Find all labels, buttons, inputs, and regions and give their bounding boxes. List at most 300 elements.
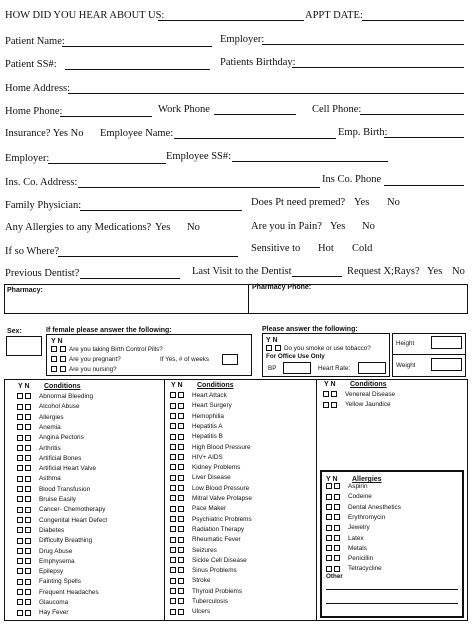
condition-yes-checkbox[interactable] xyxy=(17,496,23,502)
condition-label: HIV+ AIDS xyxy=(192,453,223,461)
condition-yes-checkbox[interactable] xyxy=(170,526,176,532)
female-q3-no-box[interactable] xyxy=(60,366,66,372)
condition-yes-checkbox[interactable] xyxy=(17,548,23,554)
condition-no-checkbox[interactable] xyxy=(178,485,184,491)
xray-yes[interactable]: Yes xyxy=(427,266,443,277)
condition-yes-checkbox[interactable] xyxy=(170,434,176,440)
allergy-no-checkbox[interactable] xyxy=(334,545,340,551)
condition-yes-checkbox[interactable] xyxy=(170,578,176,584)
allergy-yes-checkbox[interactable] xyxy=(326,555,332,561)
condition-no-checkbox[interactable] xyxy=(25,507,31,513)
ins-co-phone-field[interactable] xyxy=(384,185,464,186)
conditions-col2-yn: Y N xyxy=(171,382,183,389)
appt-date-label: APPT DATE: xyxy=(305,10,363,21)
sex-input-box[interactable] xyxy=(6,336,42,356)
condition-yes-checkbox[interactable] xyxy=(17,476,23,482)
condition-yes-checkbox[interactable] xyxy=(170,454,176,460)
condition-no-checkbox[interactable] xyxy=(178,413,184,419)
condition-item xyxy=(323,391,395,399)
allergy-label: Codeine xyxy=(348,493,372,501)
request-xrays-label: Request X;Rays? xyxy=(347,266,420,277)
condition-yes-checkbox[interactable] xyxy=(17,414,23,420)
condition-no-checkbox[interactable] xyxy=(25,496,31,502)
condition-no-checkbox[interactable] xyxy=(178,506,184,512)
premed-label: Does Pt need premed? xyxy=(251,197,346,208)
condition-yes-checkbox[interactable] xyxy=(17,517,23,523)
condition-no-checkbox[interactable] xyxy=(25,424,31,430)
condition-label: Psychiatric Problems xyxy=(192,515,252,523)
insurance-label[interactable]: Insurance? Yes No xyxy=(5,128,84,139)
home-address-field[interactable] xyxy=(68,93,464,94)
weeks-label: If Yes, # of weeks xyxy=(160,356,210,363)
condition-yes-checkbox[interactable] xyxy=(323,391,329,397)
smoke-question-text: Do you smoke or use tobacco? xyxy=(284,345,371,352)
condition-yes-checkbox[interactable] xyxy=(323,402,329,408)
condition-label: Seizures xyxy=(192,546,217,554)
condition-yes-checkbox[interactable] xyxy=(17,455,23,461)
heart-rate-input-box[interactable] xyxy=(358,362,386,374)
cell-phone-field[interactable] xyxy=(360,114,464,115)
allergy-yes-checkbox[interactable] xyxy=(326,566,332,572)
condition-yes-checkbox[interactable] xyxy=(17,393,23,399)
allergy-no-checkbox[interactable] xyxy=(334,504,340,510)
condition-no-checkbox[interactable] xyxy=(178,392,184,398)
condition-yes-checkbox[interactable] xyxy=(170,475,176,481)
allergy-item xyxy=(326,504,401,512)
condition-label: Bruise Easily xyxy=(39,496,76,503)
condition-yes-checkbox[interactable] xyxy=(170,588,176,594)
condition-no-checkbox[interactable] xyxy=(25,455,31,461)
condition-no-checkbox[interactable] xyxy=(178,547,184,553)
condition-item xyxy=(17,424,61,432)
employer-label: Employer: xyxy=(220,34,265,45)
condition-yes-checkbox[interactable] xyxy=(170,392,176,398)
family-physician-field[interactable] xyxy=(80,210,242,211)
condition-no-checkbox[interactable] xyxy=(25,527,31,533)
female-q1-yes-box[interactable] xyxy=(51,346,57,352)
condition-label: Kidney Problems xyxy=(192,464,241,472)
condition-yes-checkbox[interactable] xyxy=(170,557,176,563)
condition-no-checkbox[interactable] xyxy=(331,391,337,397)
conditions-col1-title: Conditions xyxy=(44,383,81,390)
condition-yes-checkbox[interactable] xyxy=(170,423,176,429)
condition-label: Glaucoma xyxy=(39,599,69,606)
bp-input-box[interactable] xyxy=(283,362,311,374)
conditions-divider-1 xyxy=(164,379,165,621)
condition-no-checkbox[interactable] xyxy=(178,403,184,409)
appt-date-field[interactable] xyxy=(362,20,464,21)
condition-item xyxy=(17,558,75,566)
pain-no[interactable]: No xyxy=(362,221,375,232)
condition-item xyxy=(170,413,224,421)
female-q2-text: Are you pregnant? xyxy=(69,356,121,363)
condition-yes-checkbox[interactable] xyxy=(17,610,23,616)
premed-no[interactable]: No xyxy=(387,197,400,208)
condition-label: Liver Disease xyxy=(192,474,231,482)
allergies-yes[interactable]: Yes xyxy=(155,222,171,233)
patient-birthday-field[interactable] xyxy=(292,67,464,68)
conditions-col3-yn: Y N xyxy=(324,381,336,388)
patient-ssn-field[interactable] xyxy=(65,69,210,70)
condition-yes-checkbox[interactable] xyxy=(17,568,23,574)
ins-co-phone-label: Ins Co. Phone xyxy=(322,174,382,185)
condition-no-checkbox[interactable] xyxy=(25,404,31,410)
condition-no-checkbox[interactable] xyxy=(178,567,184,573)
condition-yes-checkbox[interactable] xyxy=(17,404,23,410)
condition-label: Angina Pectoris xyxy=(39,434,84,442)
condition-label: Arthritis xyxy=(39,444,61,452)
condition-label: Alcohol Abuse xyxy=(39,403,80,411)
condition-label: Heart Attack xyxy=(192,392,227,399)
condition-no-checkbox[interactable] xyxy=(25,517,31,523)
condition-label: Congenital Heart Defect xyxy=(39,516,108,524)
condition-item xyxy=(170,557,247,565)
smoke-header: Please answer the following: xyxy=(262,326,358,333)
condition-label: Anemia xyxy=(39,423,61,431)
condition-item xyxy=(170,577,210,585)
weight-label: Weight xyxy=(396,362,416,369)
allergies-yn: Y N xyxy=(326,476,338,483)
employee-name-field[interactable] xyxy=(174,138,336,139)
condition-no-checkbox[interactable] xyxy=(25,393,31,399)
allergies-other-line-2[interactable] xyxy=(326,603,458,604)
condition-yes-checkbox[interactable] xyxy=(17,445,23,451)
condition-yes-checkbox[interactable] xyxy=(17,538,23,544)
condition-no-checkbox[interactable] xyxy=(25,445,31,451)
pharmacy-label: Pharmacy: xyxy=(7,287,43,294)
previous-dentist-field[interactable] xyxy=(80,278,180,279)
allergies-no[interactable]: No xyxy=(187,222,200,233)
emp-birth-field[interactable] xyxy=(384,137,464,138)
condition-label: Difficulty Breathing xyxy=(39,537,93,545)
condition-item xyxy=(17,486,90,494)
conditions-col3-title: Conditions xyxy=(350,381,387,388)
condition-label: Abnormal Bleeding xyxy=(39,393,93,400)
condition-no-checkbox[interactable] xyxy=(25,538,31,544)
condition-label: Frequent Headaches xyxy=(39,588,99,596)
condition-no-checkbox[interactable] xyxy=(178,423,184,429)
cell-phone-label: Cell Phone: xyxy=(312,104,362,115)
condition-item xyxy=(170,485,249,493)
condition-item xyxy=(170,495,252,503)
sensitive-to-label: Sensitive to xyxy=(251,243,301,254)
condition-no-checkbox[interactable] xyxy=(25,414,31,420)
condition-no-checkbox[interactable] xyxy=(25,476,31,482)
employee-ss-label: Employee SS#: xyxy=(166,151,232,162)
pain-question-label: Are you in Pain? xyxy=(251,221,322,232)
condition-no-checkbox[interactable] xyxy=(178,454,184,460)
condition-item xyxy=(170,526,244,534)
condition-label: High Blood Pressure xyxy=(192,443,251,451)
allergy-item xyxy=(326,535,364,543)
condition-label: Epilepsy xyxy=(39,568,64,576)
condition-item xyxy=(170,567,237,575)
home-phone-field[interactable] xyxy=(60,116,152,117)
condition-yes-checkbox[interactable] xyxy=(170,537,176,543)
allergy-label: Latex xyxy=(348,534,364,542)
condition-label: Radiation Therapy xyxy=(192,525,245,533)
condition-yes-checkbox[interactable] xyxy=(17,527,23,533)
patient-name-field[interactable] xyxy=(62,46,212,47)
condition-yes-checkbox[interactable] xyxy=(170,506,176,512)
condition-item xyxy=(170,547,217,555)
condition-item xyxy=(170,588,242,596)
condition-item xyxy=(17,434,84,442)
female-q3-yes-box[interactable] xyxy=(51,366,57,372)
allergy-item xyxy=(326,524,370,532)
allergy-label: Aspirin xyxy=(348,483,368,490)
condition-yes-checkbox[interactable] xyxy=(17,507,23,513)
condition-yes-checkbox[interactable] xyxy=(170,598,176,604)
last-visit-label: Last Visit to the Dentist xyxy=(192,266,292,277)
condition-item xyxy=(170,402,232,410)
condition-label: Stroke xyxy=(192,577,211,585)
condition-label: Hay Fever xyxy=(39,609,69,617)
condition-yes-checkbox[interactable] xyxy=(17,424,23,430)
condition-no-checkbox[interactable] xyxy=(25,589,31,595)
condition-no-checkbox[interactable] xyxy=(178,526,184,532)
allergy-yes-checkbox[interactable] xyxy=(326,545,332,551)
condition-item xyxy=(170,598,228,606)
condition-no-checkbox[interactable] xyxy=(178,537,184,543)
condition-yes-checkbox[interactable] xyxy=(170,609,176,615)
condition-label: Emphysema xyxy=(39,557,75,565)
condition-label: Diabetes xyxy=(39,526,65,534)
allergy-no-checkbox[interactable] xyxy=(334,483,340,489)
family-physician-label: Family Physician: xyxy=(5,200,82,211)
weight-input-box[interactable] xyxy=(431,358,462,371)
work-phone-label: Work Phone xyxy=(158,104,210,115)
condition-item xyxy=(17,537,92,545)
condition-yes-checkbox[interactable] xyxy=(17,465,23,471)
condition-label: Pace Maker xyxy=(192,505,227,513)
height-weight-divider xyxy=(392,354,466,355)
condition-label: Allergies xyxy=(39,413,64,421)
condition-no-checkbox[interactable] xyxy=(25,610,31,616)
condition-item xyxy=(170,536,241,544)
employee-ss-field[interactable] xyxy=(232,161,388,162)
condition-yes-checkbox[interactable] xyxy=(170,495,176,501)
patient-name-label: Patient Name: xyxy=(5,36,65,47)
condition-label: Hepatitis A xyxy=(192,422,223,430)
pharmacy-divider xyxy=(248,284,249,314)
condition-no-checkbox[interactable] xyxy=(178,588,184,594)
condition-label: Tuberculosis xyxy=(192,598,228,605)
female-header: If female please answer the following: xyxy=(46,327,172,334)
how-heard-field[interactable] xyxy=(158,20,304,21)
condition-item xyxy=(17,506,105,514)
female-q1-no-box[interactable] xyxy=(60,346,66,352)
office-use-label: For Office Use Only xyxy=(266,353,325,360)
allergy-item xyxy=(326,545,367,553)
condition-yes-checkbox[interactable] xyxy=(170,485,176,491)
weeks-input-box[interactable] xyxy=(222,354,238,365)
condition-no-checkbox[interactable] xyxy=(25,548,31,554)
condition-label: Heart Surgery xyxy=(192,402,232,410)
allergy-no-checkbox[interactable] xyxy=(334,566,340,572)
condition-no-checkbox[interactable] xyxy=(178,598,184,604)
condition-item xyxy=(17,403,80,411)
allergy-no-checkbox[interactable] xyxy=(334,494,340,500)
allergy-no-checkbox[interactable] xyxy=(334,535,340,541)
height-input-box[interactable] xyxy=(431,336,462,349)
pharmacy-box xyxy=(4,284,468,314)
condition-item xyxy=(170,516,252,524)
work-phone-field[interactable] xyxy=(214,114,296,115)
condition-yes-checkbox[interactable] xyxy=(17,435,23,441)
xray-no[interactable]: No xyxy=(452,266,465,277)
emp-birth-label: Emp. Birth: xyxy=(338,127,388,138)
condition-yes-checkbox[interactable] xyxy=(170,567,176,573)
condition-no-checkbox[interactable] xyxy=(25,568,31,574)
condition-item xyxy=(170,608,210,616)
condition-item xyxy=(17,548,72,556)
condition-label: Mitral Valve Prolapse xyxy=(192,495,252,502)
pain-yes[interactable]: Yes xyxy=(330,221,346,232)
condition-no-checkbox[interactable] xyxy=(25,465,31,471)
condition-no-checkbox[interactable] xyxy=(25,599,31,605)
condition-label: Artificial Heart Valve xyxy=(39,465,97,473)
condition-label: Blood Transfusion xyxy=(39,485,91,493)
premed-yes[interactable]: Yes xyxy=(354,197,370,208)
allergies-other-label: Other xyxy=(326,573,343,580)
condition-no-checkbox[interactable] xyxy=(178,475,184,481)
condition-yes-checkbox[interactable] xyxy=(170,547,176,553)
condition-item xyxy=(17,414,64,422)
condition-yes-checkbox[interactable] xyxy=(17,486,23,492)
allergy-no-checkbox[interactable] xyxy=(334,525,340,531)
employer2-field[interactable] xyxy=(48,163,166,164)
sensitive-cold[interactable]: Cold xyxy=(352,243,373,254)
condition-no-checkbox[interactable] xyxy=(178,434,184,440)
ins-co-address-field[interactable] xyxy=(78,187,320,188)
allergy-label: Dental Anesthetics xyxy=(348,503,401,511)
female-q2 xyxy=(51,356,121,364)
allergy-item xyxy=(326,493,372,501)
condition-yes-checkbox[interactable] xyxy=(170,464,176,470)
condition-yes-checkbox[interactable] xyxy=(17,589,23,595)
condition-label: Cancer- Chemotherapy xyxy=(39,506,106,514)
condition-yes-checkbox[interactable] xyxy=(17,579,23,585)
condition-item xyxy=(17,496,76,504)
condition-item xyxy=(323,401,391,409)
condition-no-checkbox[interactable] xyxy=(178,444,184,450)
condition-no-checkbox[interactable] xyxy=(25,435,31,441)
allergy-yes-checkbox[interactable] xyxy=(326,494,332,500)
condition-no-checkbox[interactable] xyxy=(178,578,184,584)
allergy-yes-checkbox[interactable] xyxy=(326,514,332,520)
condition-item xyxy=(170,392,227,400)
height-label: Height xyxy=(396,340,415,347)
condition-label: Asthma xyxy=(39,475,61,483)
condition-label: Sinus Problems xyxy=(192,567,237,575)
condition-label: Yellow Jaundice xyxy=(345,401,391,409)
condition-item xyxy=(170,454,223,462)
allergy-yes-checkbox[interactable] xyxy=(326,483,332,489)
female-q3 xyxy=(51,366,117,374)
conditions-col1-yn: Y N xyxy=(18,383,30,390)
condition-yes-checkbox[interactable] xyxy=(170,516,176,522)
allergy-label: Jewelry xyxy=(348,524,370,532)
allergy-no-checkbox[interactable] xyxy=(334,514,340,520)
female-q2-no-box[interactable] xyxy=(60,356,66,362)
home-address-label: Home Address: xyxy=(5,83,71,94)
condition-no-checkbox[interactable] xyxy=(178,495,184,501)
condition-item xyxy=(170,423,223,431)
condition-label: Venereal Disease xyxy=(345,391,396,398)
condition-label: Artificial Bones xyxy=(39,454,82,462)
condition-label: Thyroid Problems xyxy=(192,587,243,595)
condition-no-checkbox[interactable] xyxy=(178,516,184,522)
condition-item xyxy=(17,609,68,617)
condition-no-checkbox[interactable] xyxy=(178,609,184,615)
employer-field[interactable] xyxy=(262,44,464,45)
allergies-other-line-1[interactable] xyxy=(326,589,458,590)
heart-rate-label: Heart Rate: xyxy=(318,365,351,372)
condition-yes-checkbox[interactable] xyxy=(170,444,176,450)
home-phone-label: Home Phone: xyxy=(5,106,63,117)
condition-item xyxy=(17,589,99,597)
allergy-yes-checkbox[interactable] xyxy=(326,535,332,541)
condition-item xyxy=(170,464,240,472)
condition-label: Low Blood Pressure xyxy=(192,484,250,492)
sensitive-hot[interactable]: Hot xyxy=(318,243,334,254)
condition-no-checkbox[interactable] xyxy=(25,486,31,492)
patient-ssn-label: Patient SS#: xyxy=(5,59,57,70)
allergy-label: Tetracycline xyxy=(348,565,382,573)
if-so-where-label: If so Where? xyxy=(5,246,60,257)
smoke-no-box[interactable] xyxy=(275,345,281,351)
employee-name-label: Employee Name: xyxy=(100,128,174,139)
condition-item xyxy=(17,455,81,463)
condition-yes-checkbox[interactable] xyxy=(17,558,23,564)
allergies-title: Allergies xyxy=(352,476,382,483)
condition-item xyxy=(17,517,107,525)
allergy-yes-checkbox[interactable] xyxy=(326,504,332,510)
condition-label: Rheumatic Fever xyxy=(192,536,241,544)
condition-no-checkbox[interactable] xyxy=(331,402,337,408)
condition-label: Hemophilia xyxy=(192,412,224,420)
condition-no-checkbox[interactable] xyxy=(178,464,184,470)
condition-label: Hepatitis B xyxy=(192,433,223,441)
condition-no-checkbox[interactable] xyxy=(25,579,31,585)
condition-label: Sickle Cell Disease xyxy=(192,556,247,564)
allergy-item xyxy=(326,555,373,563)
if-so-where-field[interactable] xyxy=(58,256,238,257)
how-heard-label: HOW DID YOU HEAR ABOUT US: xyxy=(5,10,165,21)
allergy-item xyxy=(326,483,368,491)
condition-yes-checkbox[interactable] xyxy=(170,403,176,409)
condition-item xyxy=(17,568,63,576)
allergy-item xyxy=(326,514,385,522)
allergies-question-label: Any Allergies to any Medications? xyxy=(5,222,152,233)
condition-yes-checkbox[interactable] xyxy=(17,599,23,605)
bp-label: BP xyxy=(268,365,277,372)
condition-no-checkbox[interactable] xyxy=(178,557,184,563)
smoke-yes-box[interactable] xyxy=(266,345,272,351)
condition-yes-checkbox[interactable] xyxy=(170,413,176,419)
condition-item xyxy=(17,527,64,535)
last-visit-field[interactable] xyxy=(292,276,342,277)
female-q2-yes-box[interactable] xyxy=(51,356,57,362)
female-q1 xyxy=(51,346,163,354)
condition-label: Ulcers xyxy=(192,608,211,616)
allergy-yes-checkbox[interactable] xyxy=(326,525,332,531)
condition-label: Fainting Spells xyxy=(39,578,81,586)
allergy-no-checkbox[interactable] xyxy=(334,555,340,561)
condition-item xyxy=(17,475,61,483)
condition-no-checkbox[interactable] xyxy=(25,558,31,564)
